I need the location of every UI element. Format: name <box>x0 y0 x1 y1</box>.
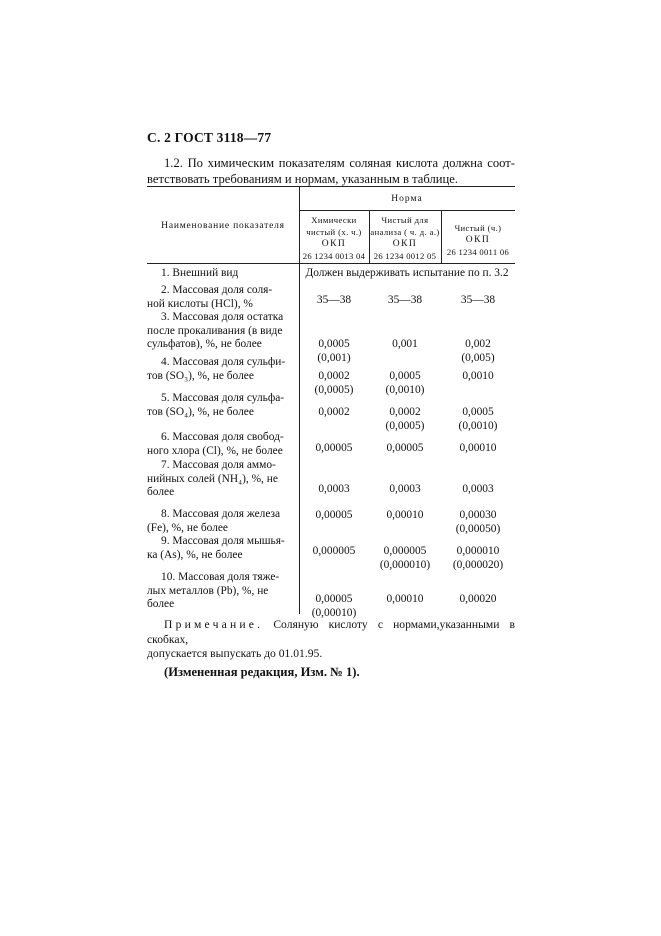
row-name-line: 8. Массовая доля железа <box>161 508 281 520</box>
table-note <box>147 618 515 662</box>
row-name-line: ного хлора (Cl), %, не более <box>147 444 283 457</box>
grade-3-code: 26 1234 0011 06 <box>446 247 510 257</box>
note-line-2: допускается выпускать до 01.01.95. <box>147 647 323 660</box>
table-cell-value <box>299 509 369 523</box>
table-cell-value <box>369 509 441 523</box>
column-header-norma: Норма <box>391 194 423 204</box>
table-cell-value <box>299 483 369 497</box>
cell-value-line: (0,00010) <box>311 606 357 619</box>
table-cell-value <box>441 406 515 433</box>
column-header-grade-3 <box>441 222 515 258</box>
grade-1-line-1: Химически <box>311 215 357 225</box>
cell-value-line: 0,0005 <box>318 338 350 350</box>
table-cell-value <box>369 483 441 497</box>
table-cell-value <box>441 370 515 384</box>
table-row-name <box>147 459 289 500</box>
cell-value-line: 0,00030 <box>459 509 497 521</box>
grade-2-okp: ОКП <box>392 239 418 249</box>
cell-value-line: 0,001 <box>392 338 418 350</box>
table-cell-value <box>441 509 515 536</box>
row-name-line: ной кислоты (HCl), % <box>147 297 253 310</box>
table-cell-value <box>299 593 369 620</box>
table-cell-value <box>369 294 441 308</box>
cell-value-line: 0,0005 <box>389 370 421 382</box>
row-name-line: более <box>147 486 175 499</box>
grade-3-okp: ОКП <box>465 235 491 245</box>
row-name-line: 10. Массовая доля тяже- <box>161 571 280 583</box>
row-name-line: 9. Массовая доля мышья- <box>161 535 285 547</box>
grade-3-line-1: Чистый (ч.) <box>454 223 502 233</box>
cell-value-line: (0,0010) <box>458 419 498 432</box>
cell-value-line: 0,00005 <box>315 442 353 454</box>
cell-value-line: (0,0005) <box>385 419 425 432</box>
table-cell-value <box>441 593 515 607</box>
row-name-line: 3. Массовая доля остатка <box>161 311 284 323</box>
page-header: С. 2 ГОСТ 3118—77 <box>147 130 272 145</box>
cell-value-line: (0,0010) <box>385 383 425 396</box>
cell-value-line: 35—38 <box>316 294 352 306</box>
cell-value-line: 0,0003 <box>462 483 494 495</box>
cell-value-line: (0,005) <box>461 351 495 364</box>
cell-value-line: 0,0002 <box>318 406 350 418</box>
row-name-line: 2. Массовая доля соля- <box>161 284 273 296</box>
table-cell-value <box>299 338 369 365</box>
column-header-name: Наименование показателя <box>161 221 285 231</box>
table-cell-value <box>299 442 369 456</box>
table-cell-value <box>299 370 369 397</box>
row-name-line: тов (SO₄), %, не более <box>147 405 254 418</box>
table-row-name <box>147 392 289 419</box>
table-cell-value <box>441 545 515 572</box>
note-text: Соляную кислоту с нормами,указанными в скобках, <box>147 618 516 646</box>
table-row-name <box>147 284 289 311</box>
row-name-line: 5. Массовая доля сульфа- <box>161 392 285 404</box>
row-1-merged-value: Должен выдерживать испытание по п. 3.2 <box>305 267 509 279</box>
note-label: Примечание. <box>164 618 264 631</box>
table-cell-value <box>299 545 369 559</box>
table-row-name <box>147 311 289 352</box>
table-cell-value <box>369 338 441 352</box>
column-header-grade-2 <box>369 214 441 262</box>
intro-paragraph <box>147 156 515 187</box>
grade-2-line-1: Чистый для <box>381 215 429 225</box>
cell-value-line: 35—38 <box>460 294 496 306</box>
table-row-name <box>147 571 289 612</box>
row-name-line: (Fe), %, не более <box>147 521 228 534</box>
row-name-line: тов (SO₃), %, не более <box>147 369 254 382</box>
cell-value-line: 0,000005 <box>383 545 427 557</box>
cell-value-line: 0,00010 <box>386 509 424 521</box>
table-cell-value <box>369 593 441 607</box>
cell-value-line: 0,00010 <box>386 593 424 605</box>
cell-value-line: (0,0005) <box>314 383 354 396</box>
row-name-line: ка (As), %, не более <box>147 548 243 561</box>
cell-value-line: 0,0003 <box>389 483 421 495</box>
table-row-name <box>147 535 289 562</box>
table-cell-value <box>369 406 441 433</box>
table-cell-value <box>441 294 515 308</box>
table-top-rule <box>147 186 515 187</box>
cell-value-line: (0,00050) <box>455 522 501 535</box>
cell-value-line: 0,00010 <box>459 442 497 454</box>
column-header-grade-1 <box>299 214 369 262</box>
cell-value-line: 0,00005 <box>315 593 353 605</box>
grade-2-code: 26 1234 0012 05 <box>373 251 437 261</box>
table-row-name <box>147 267 289 281</box>
grade-2-line-2: анализа ( ч. д. а.) <box>370 227 440 237</box>
norma-under-rule <box>299 210 515 211</box>
cell-value-line: 0,00020 <box>459 593 497 605</box>
cell-value-line: 0,0010 <box>462 370 494 382</box>
table-row-name <box>147 431 289 458</box>
row-name-line: 6. Массовая доля свобод- <box>161 431 284 443</box>
table-row-name <box>147 356 289 383</box>
cell-value-line: 0,0002 <box>389 406 421 418</box>
cell-value-line: 0,00005 <box>315 509 353 521</box>
cell-value-line: 0,0002 <box>318 370 350 382</box>
cell-value-line: (0,000020) <box>452 558 504 571</box>
row-name-line: лых металлов (Pb), %, не <box>147 584 269 597</box>
table-cell-value <box>369 442 441 456</box>
table-cell-value <box>299 294 369 308</box>
cell-value-line: 0,0003 <box>318 483 350 495</box>
cell-value-line: 0,000010 <box>456 545 500 557</box>
cell-value-line: (0,001) <box>317 351 351 364</box>
table-cell-value <box>441 338 515 365</box>
cell-value-line: 0,00005 <box>386 442 424 454</box>
row-name-line: 7. Массовая доля аммо- <box>161 459 276 471</box>
header-bottom-rule <box>147 263 515 264</box>
cell-value-line: 35—38 <box>387 294 423 306</box>
row-name-line: сульфатов), %, не более <box>147 338 262 351</box>
intro-line-2: ветствовать требованиям и нормам, указанным в таблице. <box>147 171 458 186</box>
note-line-1 <box>147 618 515 647</box>
grade-1-okp: ОКП <box>321 239 347 249</box>
grade-1-line-2: чистый (х. ч.) <box>306 227 362 237</box>
row-name-line: более <box>147 598 175 611</box>
table-cell-value <box>441 483 515 497</box>
table-cell-value <box>299 406 369 420</box>
amendment-note: (Измененная редакция, Изм. № 1). <box>164 665 360 679</box>
grade-1-code: 26 1234 0013 04 <box>302 251 366 261</box>
intro-line-1: 1.2. По химическим показателям соляная кислота должна соот- <box>164 156 515 170</box>
table-cell-value <box>369 370 441 397</box>
row-name-line: нийных солей (NH₄), %, не <box>147 472 278 485</box>
cell-value-line: (0,000010) <box>379 558 431 571</box>
row-name-line: 4. Массовая доля сульфи- <box>161 356 286 368</box>
row-name-line: после прокаливания (в виде <box>147 324 283 337</box>
row-1-name: 1. Внешний вид <box>161 267 239 279</box>
cell-value-line: 0,002 <box>465 338 491 350</box>
cell-value-line: 0,0005 <box>462 406 494 418</box>
table-row-name <box>147 508 289 535</box>
table-cell-value <box>369 545 441 572</box>
cell-value-line: 0,000005 <box>312 545 356 557</box>
table-cell-value <box>441 442 515 456</box>
